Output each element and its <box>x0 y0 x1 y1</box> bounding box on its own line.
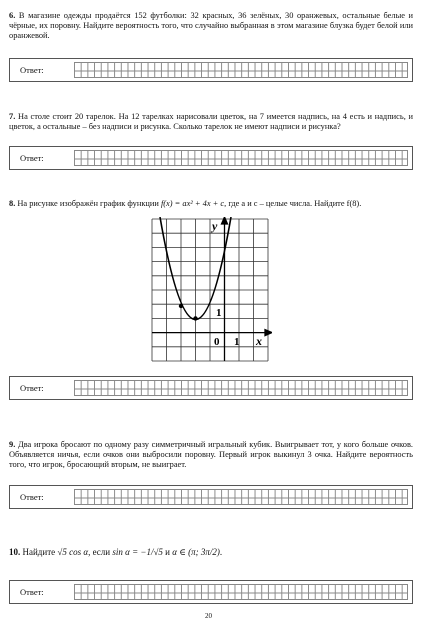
answer-label: Ответ: <box>20 153 44 163</box>
task-number: 8. <box>9 199 16 208</box>
task-6 <box>9 11 413 42</box>
unit-x-label: 1 <box>234 336 240 348</box>
task-number: 9. <box>9 440 16 449</box>
y-axis-label: y <box>212 219 218 233</box>
task-text-mid: , если <box>88 547 113 557</box>
task-text-after: , где a и c – целые числа. Найдите f(8). <box>224 199 362 208</box>
answer-box-6[interactable] <box>9 58 413 82</box>
task-text-before: На рисунке изображён график функции <box>17 199 161 208</box>
answer-grid[interactable] <box>74 62 408 78</box>
task-text: Два игрока бросают по одному разу симметричный игральный кубик. Выигрывает тот, у кого больше очков. Объявляется ничья, если очков они выбросили поровну. Первый игрок выкинул 3 очка. Найдите вероятность того, что игрок, бросающий вторым, не выиграет. <box>9 440 414 470</box>
answer-label: Ответ: <box>20 492 44 502</box>
unit-y-label: 1 <box>216 307 222 319</box>
answer-label: Ответ: <box>20 587 44 597</box>
expression: √5 cos α <box>57 547 89 557</box>
task-text: В магазине одежды продаётся 152 футболки: 32 красных, 36 зелёных, 30 оранжевых, остальные белые и чёрные, их поровну. Найдите вероятность того, что случайно выбранная в этом магазине блузка будет белой или оранжевой. <box>9 11 413 41</box>
task-7 <box>9 112 413 132</box>
answer-label: Ответ: <box>20 383 44 393</box>
condition-sin: sin α = −1/√5 <box>112 547 163 557</box>
answer-grid[interactable] <box>74 150 408 166</box>
task-number: 6. <box>9 11 16 20</box>
task-number: 10. <box>9 547 21 557</box>
answer-box-8[interactable] <box>9 376 413 400</box>
graph-point <box>179 304 183 308</box>
task-text-end: . <box>219 547 223 557</box>
answer-box-7[interactable] <box>9 146 413 170</box>
task-text-before: Найдите <box>22 547 58 557</box>
origin-label: 0 <box>214 336 220 348</box>
answer-box-9[interactable] <box>9 485 413 509</box>
page-number: 20 <box>205 612 212 620</box>
parabola-graph <box>150 217 272 363</box>
answer-grid[interactable] <box>74 489 408 505</box>
task-text: На столе стоит 20 тарелок. На 12 тарелках нарисовали цветок, на 7 имеется надпись, на 4 есть и надпись, и цветок, а остальные – без надписи и рисунка. Сколько тарелок не имеют надписи и рисунка? <box>9 112 413 132</box>
task-8 <box>9 199 413 209</box>
task-10 <box>9 547 413 557</box>
answer-label: Ответ: <box>20 65 44 75</box>
graph-point <box>193 316 197 320</box>
x-axis-label: x <box>256 334 262 348</box>
answer-grid[interactable] <box>74 584 408 600</box>
task-text-and: и <box>162 547 173 557</box>
answer-grid[interactable] <box>74 380 408 396</box>
task-number: 7. <box>9 112 16 121</box>
answer-box-10[interactable] <box>9 580 413 604</box>
formula: f(x) = ax² + 4x + c <box>160 199 225 208</box>
task-9 <box>9 440 413 471</box>
condition-interval: α ∈ (π; 3π/2) <box>172 547 220 557</box>
